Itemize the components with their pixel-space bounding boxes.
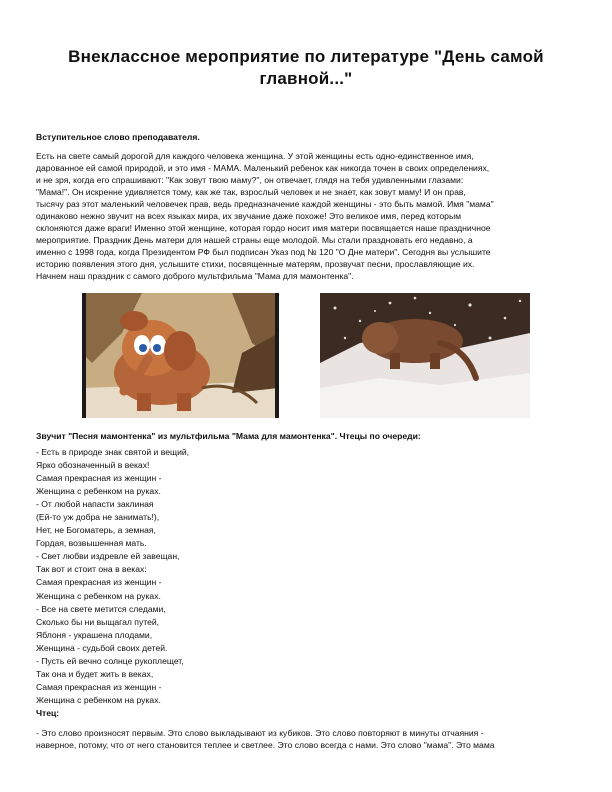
poem-line: Яблоня - украшена плодами, <box>36 629 153 640</box>
intro-line: Начнем наш праздник с самого доброго мультфильма "Мама для мамонтенка". <box>36 271 354 281</box>
poem-line: Женщина с ребенком на руках. <box>36 590 161 601</box>
intro-line: "Мама!". Он искренне удивляется тому, как же так, взрослый человек и не знает, как зовут маму! И он прав, <box>36 187 466 197</box>
poem-line: Ярко обозначенный в веках! <box>36 460 150 471</box>
intro-paragraph <box>36 150 576 282</box>
intro-line: именно с 1998 года, когда Президентом РФ был подписан Указ под № 120 "О Дне матери". Сегодня вы услышите <box>36 247 491 257</box>
reader-heading: Чтец: <box>36 708 60 718</box>
poem-line: Гордая, возвышенная мать. <box>36 538 147 549</box>
title-line-2: главной..." <box>259 69 353 88</box>
intro-line: склоняются даже враги! Именно этой женщине, которая гордо носит имя матери посвящается наше праздничное <box>36 223 491 233</box>
reader-line: - Это слово произносят первым. Это слово выкладывают из кубиков. Это слово повторяют в минуты отчаяния - <box>36 728 484 738</box>
reader-line: наверное, потому, что от него становится теплее и светлее. Это слово всегда с нами. Это слово "мама". Это мама <box>36 740 495 750</box>
poem-line: Так она и будет жить в веках, <box>36 668 154 679</box>
intro-line: тысячу раз этот маленький человечек прав, ведь предназначение каждой женщины - это быть мамой. Имя "мама" <box>36 199 494 209</box>
poem-line: - Свет любви издревле ей завещан, <box>36 551 180 562</box>
intro-line: дарованное ей самой природой, и это имя - МАМА. Маленький ребенок как никогда точен в своих определениях, <box>36 163 490 173</box>
poem-line: - От любой напасти заклиная <box>36 499 154 510</box>
intro-line: историю появления этого дня, услышите стихи, посвященные матерям, прозвучат песни, прославляющие их. <box>36 259 475 269</box>
poem-line: - Все на свете метится следами, <box>36 603 166 614</box>
poem-line: Самая прекрасная из женщин - <box>36 577 162 588</box>
poem-line: Женщина - судьбой своих детей. <box>36 642 168 653</box>
poem-line: (Ей-то уж добра не занимать!), <box>36 512 160 523</box>
poem-line: - Пусть ей вечно солнце рукоплещет, <box>36 655 184 666</box>
poem-line: Нет, не Богоматерь, а земная, <box>36 525 156 536</box>
poem-line: - Есть в природе знак святой и вещий, <box>36 447 190 457</box>
mammoth-snow-image <box>320 293 530 418</box>
intro-line: мероприятие. Праздник День матери для нашей страны еще молодой. Мы стали праздновать его недавно, а <box>36 235 473 245</box>
document-title <box>30 46 582 90</box>
poem-line: Самая прекрасная из женщин - <box>36 473 162 484</box>
intro-heading: Вступительное слово преподавателя. <box>36 132 200 142</box>
poem-line: Так вот и стоит она в веках: <box>36 564 147 575</box>
reader-paragraph <box>36 727 576 751</box>
intro-line: одинаково нежно звучит на всех языках мира, их звучание даже похоже! Это великое имя, перед которым <box>36 211 462 221</box>
poem-line: Женщина с ребенком на руках. <box>36 486 161 497</box>
intro-line: и не зря, когда его спрашивают: "Как зовут твою маму?", он отвечает, глядя на тебя удивленными глазами: <box>36 175 464 185</box>
poem-line: Самая прекрасная из женщин - <box>36 681 162 692</box>
intro-line: Есть на свете самый дорогой для каждого человека женщина. У этой женщины есть одно-единственное имя, <box>36 151 474 161</box>
poem-line: Женщина с ребенком на руках. <box>36 694 161 705</box>
poem <box>36 446 189 707</box>
mammoth-cartoon-image <box>82 293 279 418</box>
title-line-1: Внеклассное мероприятие по литературе "День самой <box>68 47 544 66</box>
poem-line: Сколько бы ни выщагал путей, <box>36 616 160 627</box>
song-heading: Звучит "Песня мамонтенка" из мультфильма "Мама для мамонтенка". Чтецы по очереди: <box>36 431 421 441</box>
